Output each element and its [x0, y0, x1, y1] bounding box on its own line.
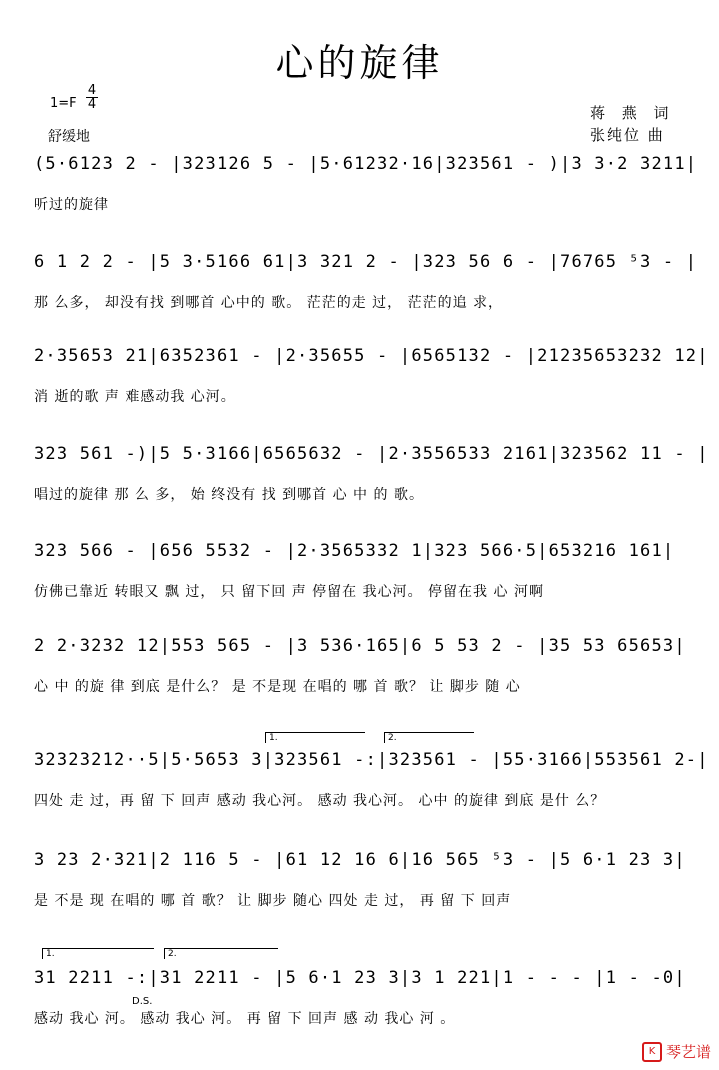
lyricist-credit: 蒋 燕 词: [590, 104, 675, 122]
time-signature: [86, 84, 98, 111]
composer-credit: 张纯位 曲: [590, 126, 665, 144]
notes-row-7: 32323212··5|5·5653 3|323561 -:|323561 - |55·3166|553561 2-|: [34, 750, 709, 770]
volta-2-lower: 2.: [164, 948, 278, 959]
notes-row-8: 3 23 2·321|2 116 5 - |61 12 16 6|16 565 ⁵3 - |5 6·1 23 3|: [34, 850, 686, 870]
lyrics-row-3: 消 逝的歌 声 难感动我 心河。: [34, 389, 236, 405]
notes-row-9: 31 2211 -:|31 2211 - |5 6·1 23 3|3 1 221|1 - - - |1 - -0|: [34, 968, 686, 988]
dal-segno-mark: D.S.: [132, 996, 153, 1007]
logo-icon: K: [642, 1042, 662, 1062]
lyrics-row-8: 是 不是 现 在唱的 哪 首 歌？ 让 脚步 随心 四处 走 过， 再 留 下 回声: [34, 893, 512, 909]
notes-row-4: 323 561 -)|5 5·3166|6565632 - |2·3556533 2161|323562 11 - |: [34, 444, 709, 464]
notes-row-5: 323 566 - |656 5532 - |2·3565332 1|323 566·5|653216 161|: [34, 541, 675, 561]
notes-row-3: 2·35653 21|6352361 - |2·35655 - |6565132 - |21235653232 12|: [34, 346, 709, 366]
time-sig-top: 4: [87, 83, 97, 98]
time-sig-bottom: 4: [87, 97, 97, 112]
lyrics-row-2: 那 么多， 却没有找 到哪首 心中的 歌。 茫茫的走 过， 茫茫的追 求，: [34, 295, 504, 311]
notes-row-1: (5·6123 2 - |323126 5 - |5·61232·16|323561 - )|3 3·2 3211|: [34, 154, 698, 174]
key-signature: [50, 96, 77, 111]
key-label: 1=F: [50, 96, 77, 111]
site-logo: [642, 1041, 711, 1063]
volta-1-lower: 1.: [42, 948, 154, 959]
lyrics-row-9: 感动 我心 河。 感动 我心 河。 再 留 下 回声 感 动 我心 河 。: [34, 1011, 456, 1027]
song-title: 心的旋律: [275, 41, 444, 85]
logo-text: 琴艺谱: [665, 1042, 711, 1061]
lyrics-row-7: 四处 走 过，再 留 下 回声 感动 我心河。 感动 我心河。 心中 的旋律 到底 是什 么？: [34, 793, 606, 809]
notes-row-2: 6 1 2 2 - |5 3·5166 61|3 321 2 - |323 56 6 - |76765 ⁵3 - |: [34, 252, 698, 272]
volta-1-upper: 1.: [265, 732, 365, 743]
tempo-marking: 舒缓地: [48, 129, 90, 145]
volta-2-upper: 2.: [384, 732, 474, 743]
notes-row-6: 2 2·3232 12|553 565 - |3 536·165|6 5 53 2 - |35 53 65653|: [34, 636, 686, 656]
lyrics-row-4: 唱过的旋律 那 么 多， 始 终没有 找 到哪首 心 中 的 歌。: [34, 487, 424, 503]
lyrics-row-1: 听过的旋律: [34, 197, 109, 213]
lyrics-row-6: 心 中 的旋 律 到底 是什么？ 是 不是现 在唱的 哪 首 歌？ 让 脚步 随 心: [34, 679, 521, 695]
lyrics-row-5: 仿佛已靠近 转眼又 飘 过， 只 留下回 声 停留在 我心河。 停留在我 心 河啊: [34, 584, 544, 600]
